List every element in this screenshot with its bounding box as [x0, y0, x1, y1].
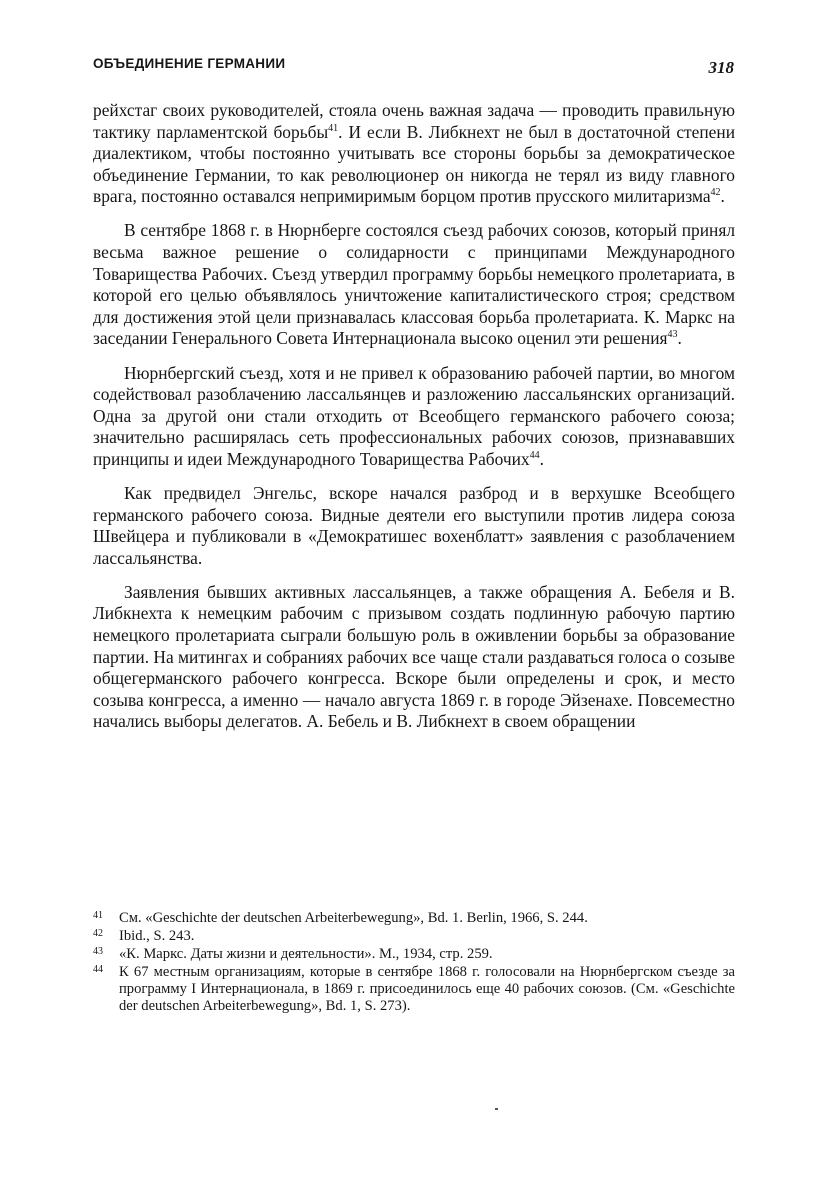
page-header: [93, 56, 734, 78]
footnote-text: См. «Geschichte der deutschen Arbeiterbewegung», Bd. 1. Berlin, 1966, S. 244.: [119, 910, 588, 926]
page-number: 318: [708, 58, 734, 77]
paragraph-1-text-b: . И если В. Либкнехт не был в достаточной степени диалектиком, чтобы постоянно учитывать все стороны борьбы за демократическое объединение Германии, то как революционер он никогда не терял из виду главного врага, постоянно оставался непримиримым борцом против прусского милитаризма: [93, 121, 735, 207]
paragraph-1: [93, 100, 735, 208]
paragraph-3-text-b: .: [539, 448, 544, 469]
paragraph-3: [93, 363, 735, 471]
footnote-number: 43: [93, 946, 103, 957]
footnote-43: [93, 946, 735, 963]
footnote-number: 44: [93, 964, 103, 975]
footnote-ref-41[interactable]: 41: [328, 122, 339, 134]
footnote-ref-44[interactable]: 44: [529, 450, 540, 462]
paragraph-5: Заявления бывших активных лассальянцев, а также обращения А. Бебеля и В. Либкнехта к немецким рабочим с призывом создать подлинную рабочую партию немецкого пролетариата сыграли большую роль в оживлении борьбы за образование партии. На митингах и собраниях рабочих все чаще стали раздаваться голоса о созыве общегерманского рабочего конгресса. Вскоре были определены и срок, и место созыва конгресса, а именно — начало августа 1869 г. в городе Эйзенахе. Повсеместно начались выборы делегатов. А. Бебель и В. Либкнехт в своем обращении: [93, 581, 735, 732]
footnote-44: [93, 964, 735, 1015]
paragraph-2: [93, 220, 735, 350]
paragraph-4: Как предвидел Энгельс, вскоре начался разброд и в верхушке Всеобщего германского рабочего союза. Видные деятели его выступили против лидера союза Швейцера и публиковали в «Демократишес вохенблатт» заявления с разоблачением лассальянства.: [93, 483, 735, 568]
running-title: ОБЪЕДИНЕНИЕ ГЕРМАНИИ: [93, 56, 286, 71]
footnotes: [93, 910, 735, 1016]
paragraph-1-text-c: .: [720, 186, 725, 207]
paragraph-3-text-a: Нюрнбергский съезд, хотя и не привел к образованию рабочей партии, во многом содействовал разоблачению лассальянцев и разложению лассальянских организаций. Одна за другой они стали отходить от Всеобщего германского рабочего союза; значительно расширялась сеть профессиональных рабочих союзов, признававших принципы и идеи Международного Товарищества Рабочих: [93, 362, 735, 469]
footnote-42: [93, 928, 735, 945]
footnote-ref-42[interactable]: 42: [710, 187, 721, 199]
footnote-number: 41: [93, 910, 103, 921]
print-speck: [495, 1108, 498, 1110]
footnote-41: [93, 910, 735, 927]
footnote-text: Ibid., S. 243.: [119, 928, 195, 944]
paragraph-2-text-b: .: [677, 328, 682, 349]
footnote-ref-43[interactable]: 43: [667, 329, 678, 341]
paragraph-1-text-a: рейхстаг своих руководителей, стояла очень важная задача — проводить правильную тактику парламентской борьбы: [93, 100, 735, 142]
footnote-text: К 67 местным организациям, которые в сентябре 1868 г. голосовали на Нюрнбергском съезде за программу I Интернационала, в 1869 г. присоединилось еще 40 рабочих союзов. (См. «Geschichte der deutschen Arbeiterbewegung», Bd. 1, S. 273).: [119, 964, 735, 1014]
paragraph-2-text-a: В сентябре 1868 г. в Нюрнберге состоялся съезд рабочих союзов, который принял весьма важное решение о солидарности с принципами Международного Товарищества Рабочих. Съезд утвердил программу борьбы немецкого пролетариата, в которой его целью объявлялось уничтожение капиталистического строя; средством для достижения этой цели признавалась классовая борьба пролетариата. К. Маркс на заседании Генерального Совета Интернационала высоко оценил эти решения: [93, 220, 735, 349]
footnote-number: 42: [93, 928, 103, 939]
main-text: [93, 100, 735, 746]
footnote-text: «К. Маркс. Даты жизни и деятельности». М., 1934, стр. 259.: [119, 946, 493, 962]
